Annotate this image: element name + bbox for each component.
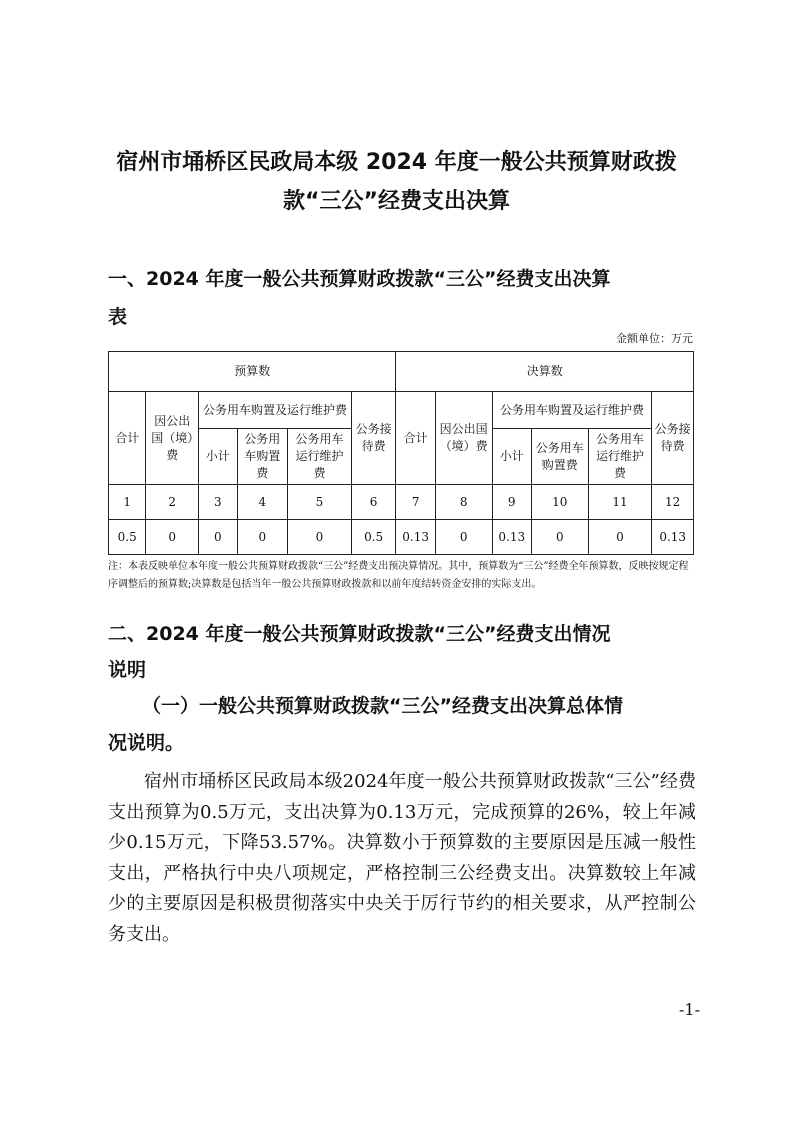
subsection1-heading-line2: 况说明。 <box>108 732 185 754</box>
index-cell: 8 <box>435 485 492 520</box>
page-number: -1- <box>679 1000 700 1019</box>
budget-abroad-header: 因公出国（境）费 <box>146 392 199 485</box>
value-cell: 0.13 <box>492 520 531 555</box>
document-title-line1: 宿州市埇桥区民政局本级 2024 年度一般公共预算财政拨 <box>116 150 677 175</box>
value-cell: 0 <box>531 520 588 555</box>
table-value-row <box>109 520 694 555</box>
table-header-row <box>109 392 694 429</box>
three-public-expenses-table <box>108 351 694 555</box>
value-cell: 0.5 <box>109 520 146 555</box>
final-total-header: 合计 <box>396 392 435 485</box>
value-cell: 0.13 <box>396 520 435 555</box>
index-cell: 3 <box>199 485 237 520</box>
index-cell: 10 <box>531 485 588 520</box>
final-car-purchase-header: 公务用车购置费 <box>531 429 588 485</box>
index-cell: 2 <box>146 485 199 520</box>
budget-reception-header: 公务接待费 <box>351 392 396 485</box>
value-cell: 0.5 <box>351 520 396 555</box>
value-cell: 0 <box>435 520 492 555</box>
final-reception-header: 公务接待费 <box>652 392 694 485</box>
section1-heading-line1: 一、2024 年度一般公共预算财政拨款“三公”经费支出决算 <box>108 268 611 290</box>
budget-total-header: 合计 <box>109 392 146 485</box>
budget-car-purchase-header: 公务用车购置费 <box>237 429 288 485</box>
budget-car-run-header: 公务用车运行维护费 <box>288 429 352 485</box>
value-cell: 0 <box>146 520 199 555</box>
summary-paragraph: 宿州市埇桥区民政局本级2024年度一般公共预算财政拨款“三公”经费支出预算为0.5万元，支出决算为0.13万元，完成预算的26%，较上年减少0.15万元，下降53.57%。决算数小于预算数的主要原因是压减一般性支出，严格执行中央八项规定，严格控制三公经费支出。决算数较上年减少的主要原因是积极贯彻落实中央关于厉行节约的相关要求，从严控制公务支出。 <box>108 771 696 945</box>
final-car-subtotal-header: 小计 <box>492 429 531 485</box>
value-cell: 0 <box>199 520 237 555</box>
index-cell: 12 <box>652 485 694 520</box>
table-index-row <box>109 485 694 520</box>
table-footnote: 注：本表反映单位本年度一般公共预算财政拨款“三公”经费支出预决算情况。其中，预算数为“三公”经费全年预算数，反映按规定程序调整后的预算数;决算数是包括当年一般公共预算财政拨款和以前年度结转资金安排的实际支出。 <box>108 561 689 590</box>
value-cell: 0.13 <box>652 520 694 555</box>
final-abroad-header: 因公出国（境）费 <box>435 392 492 485</box>
index-cell: 11 <box>588 485 652 520</box>
table-group-header-row <box>109 352 694 392</box>
index-cell: 6 <box>351 485 396 520</box>
index-cell: 7 <box>396 485 435 520</box>
final-car-group-header: 公务用车购置及运行维护费 <box>492 392 652 429</box>
budget-group-header: 预算数 <box>109 352 396 392</box>
subsection1-heading-line1: （一）一般公共预算财政拨款“三公”经费支出决算总体情 <box>142 695 623 717</box>
document-title-line2: 款“三公”经费支出决算 <box>283 189 510 214</box>
value-cell: 0 <box>588 520 652 555</box>
final-car-run-header: 公务用车运行维护费 <box>588 429 652 485</box>
final-group-header: 决算数 <box>396 352 694 392</box>
index-cell: 5 <box>288 485 352 520</box>
budget-car-group-header: 公务用车购置及运行维护费 <box>199 392 352 429</box>
value-cell: 0 <box>288 520 352 555</box>
value-cell: 0 <box>237 520 288 555</box>
budget-car-subtotal-header: 小计 <box>199 429 237 485</box>
index-cell: 4 <box>237 485 288 520</box>
index-cell: 1 <box>109 485 146 520</box>
amount-unit-label: 金额单位：万元 <box>616 332 693 345</box>
section2-heading-line1: 二、2024 年度一般公共预算财政拨款“三公”经费支出情况 <box>108 623 611 645</box>
index-cell: 9 <box>492 485 531 520</box>
section1-heading-line2: 表 <box>108 306 128 328</box>
section2-heading-line2: 说明 <box>108 659 147 681</box>
